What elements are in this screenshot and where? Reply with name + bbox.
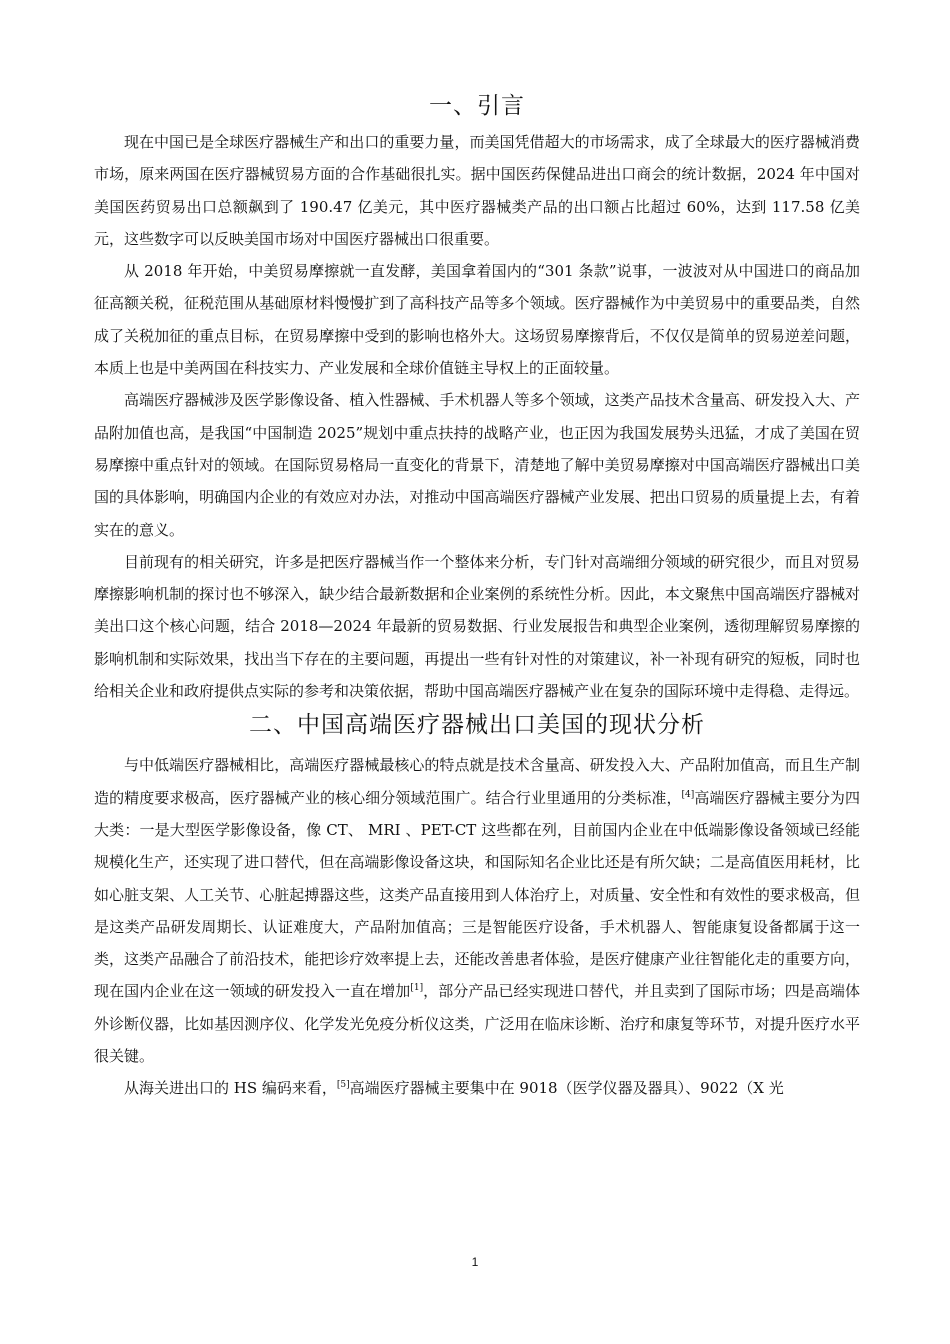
section-1-paragraph-1: 现在中国已是全球医疗器械生产和出口的重要力量，而美国凭借超大的市场需求，成了全球最大的医疗器械消费市场，原来两国在医疗器械贸易方面的合作基础很扎实。据中国医药保健品进出口商会的统计数据，2024 年中国对美国医药贸易出口总额飙到了 190.47 亿美元，其中医疗器械类产品的出口额占比超过 60%，达到 117.58 亿美元，这些数字可以反映美国市场对中国医疗器械出口很重要。 (94, 133, 860, 248)
section-1-paragraph-3: 高端医疗器械涉及医学影像设备、植入性器械、手术机器人等多个领域，这类产品技术含量高、研发投入大、产品附加值也高，是我国“中国制造 2025”规划中重点扶持的战略产业，也正因为我国发展势头迅猛，才成了美国在贸易摩擦中重点针对的领域。在国际贸易格局一直变化的背景下，清楚地了解中美贸易摩擦对中国高端医疗器械出口美国的具体影响，明确国内企业的有效应对办法，对推动中国高端医疗器械产业发展、把出口贸易的质量提上去，有着实在的意义。 (94, 391, 860, 539)
paragraph-text: ，部分产品已经实现进口替代，并且卖到了国际市场；四是高端体外诊断仪器，比如基因测序仪、化学发光免疫分析仪这类，广泛用在临床诊断、治疗和康复等环节，对提升医疗水平很关键。 (94, 982, 860, 1066)
paragraph-text: 高端医疗器械主要分为四大类：一是大型医学影像设备，像 CT、 MRI 、PET-CT 这些都在列，目前国内企业在中低端影像设备领域已经能规模化生产，还实现了进口替代，但在高端影像设备这块，和国际知名企业比还是有所欠缺；二是高值医用耗材，比如心脏支架、人工关节、心脏起搏器这些，这类产品直接用到人体治疗上，对质量、安全性和有效性的要求极高，但是这类产品研发周期长、认证难度大，产品附加值高；三是智能医疗设备，手术机器人、智能康复设备都属于这一类，这类产品融合了前沿技术，能把诊疗效率提上去，还能改善患者体验，是医疗健康产业往智能化走的重要方向，现在国内企业在这一领域的研发投入一直在增加 (94, 788, 860, 1001)
section-2-heading: 二、中国高端医疗器械出口美国的现状分析 (249, 712, 705, 739)
paragraph-text: 高端医疗器械主要集中在 9018（医学仪器及器具）、9022（X 光 (349, 1079, 784, 1098)
paragraph-text: 从海关进出口的 HS 编码来看， (124, 1079, 337, 1098)
section-2-paragraph-1 (94, 749, 860, 1072)
citation-ref: [4] (681, 789, 695, 800)
paragraph-text: 与中低端医疗器械相比，高端医疗器械最核心的特点就是技术含量高、研发投入大、产品附加值高，而且生产制造的精度要求极高，医疗器械产业的核心细分领域范围广。结合行业里通用的分类标准， (94, 756, 860, 807)
page-number: 1 (471, 1255, 479, 1269)
section-2-paragraph-2 (94, 1072, 860, 1104)
citation-ref: [1] (410, 983, 424, 994)
citation-ref: [5] (336, 1080, 350, 1091)
section-1-paragraph-2: 从 2018 年开始，中美贸易摩擦就一直发酵，美国拿着国内的“301 条款”说事，一波波对从中国进口的商品加征高额关税，征税范围从基础原材料慢慢扩到了高科技产品等多个领域。医疗器械作为中美贸易中的重要品类，自然成了关税加征的重点目标，在贸易摩擦中受到的影响也格外大。这场贸易摩擦背后，不仅仅是简单的贸易逆差问题，本质上也是中美两国在科技实力、产业发展和全球价值链主导权上的正面较量。 (94, 262, 860, 378)
section-1-paragraph-4: 目前现有的相关研究，许多是把医疗器械当作一个整体来分析，专门针对高端细分领域的研究很少，而且对贸易摩擦影响机制的探讨也不够深入，缺少结合最新数据和企业案例的系统性分析。因此，本文聚焦中国高端医疗器械对美出口这个核心问题，结合 2018—2024 年最新的贸易数据、行业发展报告和典型企业案例，透彻理解贸易摩擦的影响机制和实际效果，找出当下存在的主要问题，再提出一些有针对性的对策建议，补一补现有研究的短板，同时也给相关企业和政府提供点实际的参考和决策依据，帮助中国高端医疗器械产业在复杂的国际环境中走得稳、走得远。 (94, 552, 860, 701)
section-1-heading: 一、引言 (429, 93, 525, 119)
